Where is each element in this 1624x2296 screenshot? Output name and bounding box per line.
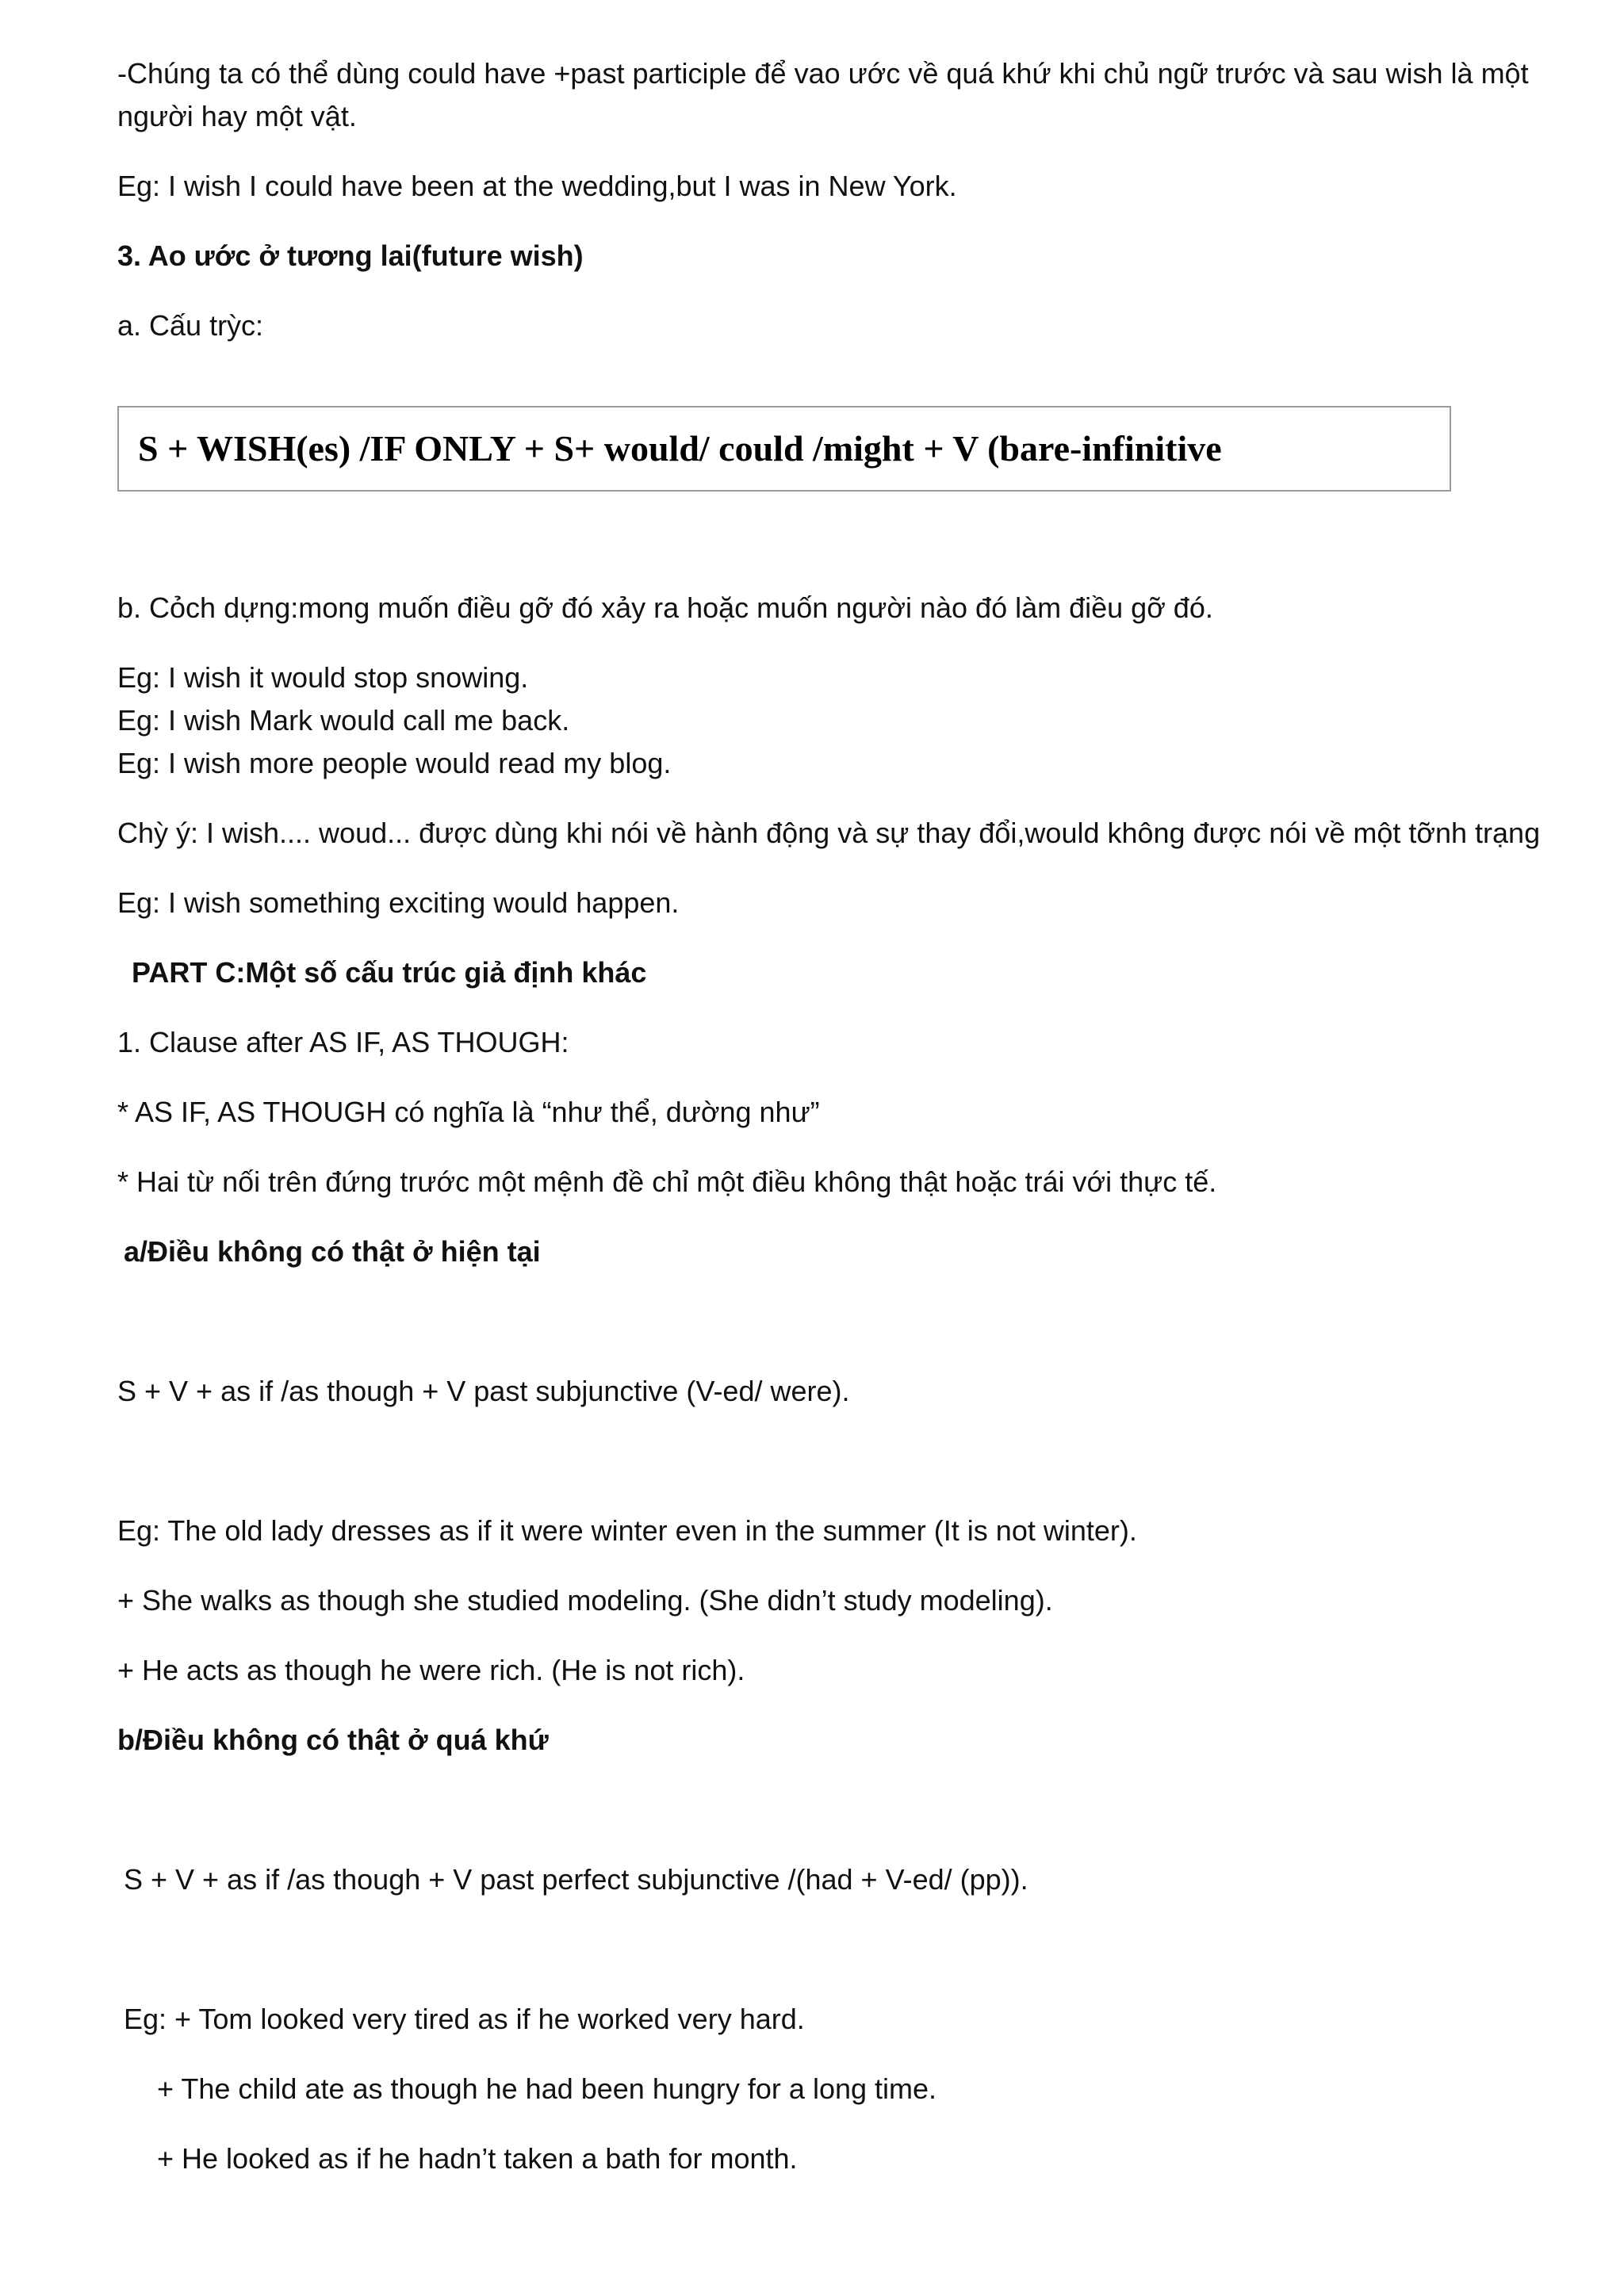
as-if-usage: * Hai từ nối trên đứng trước một mệnh đề chỉ một điều không thật hoặc trái với thực tế. bbox=[117, 1165, 1217, 1198]
example-blog: Eg: I wish more people would read my blog. bbox=[117, 747, 672, 779]
subheading-structure: a. Cấu trỳc: bbox=[117, 309, 264, 342]
clause-as-if-heading: 1. Clause after AS IF, AS THOUGH: bbox=[117, 1026, 569, 1058]
formula-past-unreal: S + V + as if /as though + V past perfect subjunctive /(had + V-ed/ (pp)). bbox=[124, 1863, 1028, 1896]
example-modeling: + She walks as though she studied modeling. (She didn’t study modeling). bbox=[117, 1584, 1053, 1617]
subheading-past-unreal: b/Điều không có thật ở quá khứ bbox=[117, 1724, 549, 1756]
formula-box bbox=[117, 406, 1451, 492]
as-if-meaning: * AS IF, AS THOUGH có nghĩa là “như thể, dường như” bbox=[117, 1096, 820, 1128]
formula-text: S + WISH(es) /IF ONLY + S+ would/ could /might + V (bare-infinitive bbox=[138, 428, 1222, 469]
example-tom: Eg: + Tom looked very tired as if he worked very hard. bbox=[124, 2003, 805, 2035]
example-exciting: Eg: I wish something exciting would happen. bbox=[117, 886, 680, 919]
subheading-usage: b. Cỏch dựng:mong muốn điều gỡ đó xảy ra hoặc muốn người nào đó làm điều gỡ đó. bbox=[117, 591, 1213, 624]
formula-present-unreal: S + V + as if /as though + V past subjunctive (V-ed/ were). bbox=[117, 1375, 850, 1407]
example-mark: Eg: I wish Mark would call me back. bbox=[117, 704, 570, 737]
subheading-present-unreal: a/Điều không có thật ở hiện tại bbox=[124, 1235, 541, 1268]
example-rich: + He acts as though he were rich. (He is not rich). bbox=[117, 1654, 745, 1686]
note-would: Chỳ ý: I wish.... woud... được dùng khi nói về hành động và sự thay đổi,would không được nói về một tỡnh trạng bbox=[117, 817, 1541, 849]
paragraph-could-have-line-1: -Chúng ta có thể dùng could have +past participle để vao ước về quá khứ khi chủ ngữ trước và sau wish là một bbox=[117, 57, 1529, 90]
example-bath: + He looked as if he hadn’t taken a bath for month. bbox=[157, 2142, 798, 2175]
section-heading-future-wish: 3. Ao ước ở tương lai(future wish) bbox=[117, 239, 584, 272]
example-snowing: Eg: I wish it would stop snowing. bbox=[117, 661, 529, 694]
example-old-lady: Eg: The old lady dresses as if it were winter even in the summer (It is not winter). bbox=[117, 1514, 1137, 1547]
example-child: + The child ate as though he had been hungry for a long time. bbox=[157, 2072, 937, 2105]
example-wedding: Eg: I wish I could have been at the wedding,but I was in New York. bbox=[117, 170, 957, 202]
part-c-heading: PART C:Một số cấu trúc giả định khác bbox=[132, 956, 647, 989]
paragraph-could-have-line-2: người hay một vật. bbox=[117, 100, 357, 132]
